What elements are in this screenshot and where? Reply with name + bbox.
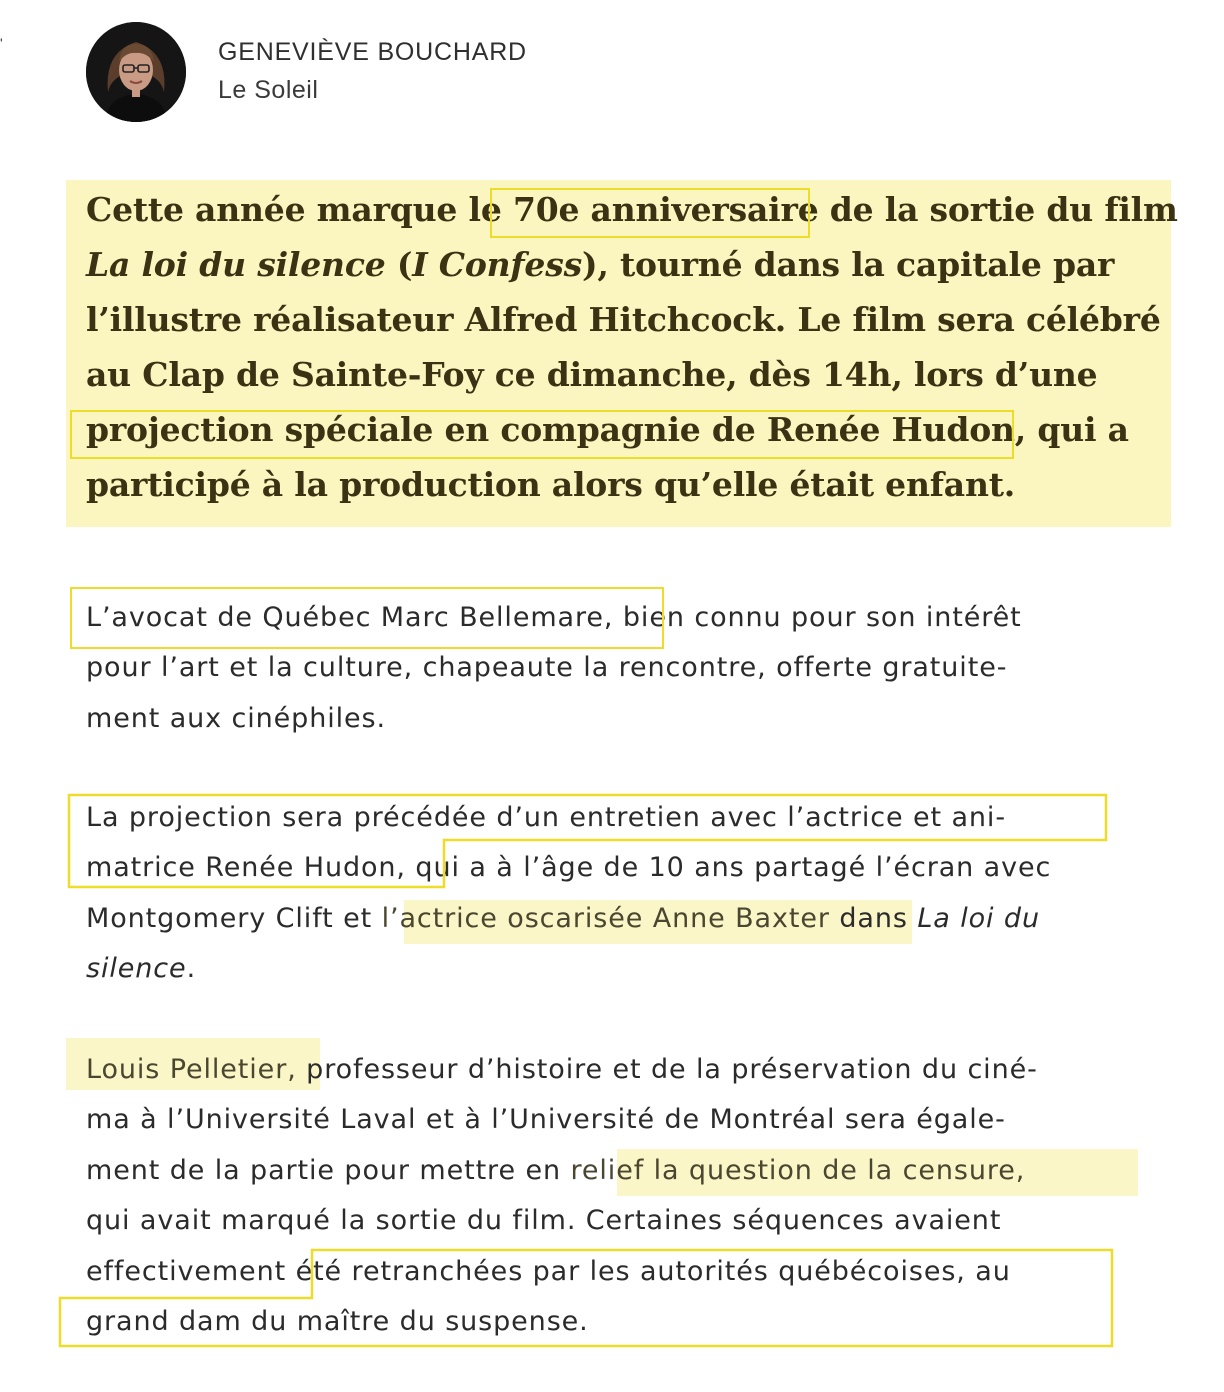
film-title-fr: La loi du silence xyxy=(86,245,386,284)
author-outlet: Le Soleil xyxy=(218,76,319,104)
p1-line-2: pour l’art et la culture, chapeaute la rencontre, offerte gratuite- xyxy=(86,652,1008,683)
p2-line-3: Montgomery Clift et l’actrice oscarisée Anne Baxter dans La loi du xyxy=(86,903,1040,934)
p3-line-3: ment de la partie pour mettre en relief la question de la censure, xyxy=(86,1155,1026,1186)
annotation-box-hudon xyxy=(66,792,1116,892)
p1-line-3: ment aux cinéphiles. xyxy=(86,703,386,734)
film-title-fr-2: La loi du xyxy=(917,903,1040,934)
film-title-en: I Confess xyxy=(412,245,582,284)
p3-line-2: ma à l’Université Laval et à l’Université de Montréal sera égale- xyxy=(86,1104,1006,1135)
p2-line-2: matrice Renée Hudon, qui a à l’âge de 10 ans partagé l’écran avec xyxy=(86,852,1052,883)
annotation-box-censorship xyxy=(56,1246,1120,1352)
lead-line-1: Cette année marque le 70e anniversaire de la sortie du film xyxy=(86,190,1178,229)
p3-line-5: effectivement été retranchées par les autorités québécoises, au xyxy=(86,1256,1011,1287)
lead-line-4: au Clap de Sainte-Foy ce dimanche, dès 14h, lors d’une xyxy=(86,355,1098,394)
author-name[interactable]: GENEVIÈVE BOUCHARD xyxy=(218,38,527,66)
annotation-box-anniversary xyxy=(490,188,810,238)
p3-line-6: grand dam du maître du suspense. xyxy=(86,1306,589,1337)
annotation-box-bellemare xyxy=(70,587,664,649)
p2-line-1: La projection sera précédée d’un entretien avec l’actrice et ani- xyxy=(86,802,1006,833)
person-portrait-icon xyxy=(86,22,186,122)
p3-line-1: Louis Pelletier, professeur d’histoire et de la préservation du ciné- xyxy=(86,1054,1038,1085)
lead-line-3: l’illustre réalisateur Alfred Hitchcock. Le film sera célébré xyxy=(86,300,1161,339)
edge-mark: ' xyxy=(0,35,3,51)
lead-line-6: participé à la production alors qu’elle était enfant. xyxy=(86,465,1016,504)
p1-line-1: L’avocat de Québec Marc Bellemare, bien connu pour son intérêt xyxy=(86,602,1022,633)
p3-line-4: qui avait marqué la sortie du film. Certaines séquences avaient xyxy=(86,1205,1002,1236)
avatar xyxy=(86,22,186,122)
film-title-fr-2b: silence xyxy=(86,953,187,984)
p2-line-4: silence. xyxy=(86,953,197,984)
lead-line-5: projection spéciale en compagnie de Renée Hudon, qui a xyxy=(86,410,1129,449)
annotation-box-projection xyxy=(70,410,1014,459)
lead-line-2: La loi du silence (I Confess), tourné dans la capitale par xyxy=(86,245,1115,284)
